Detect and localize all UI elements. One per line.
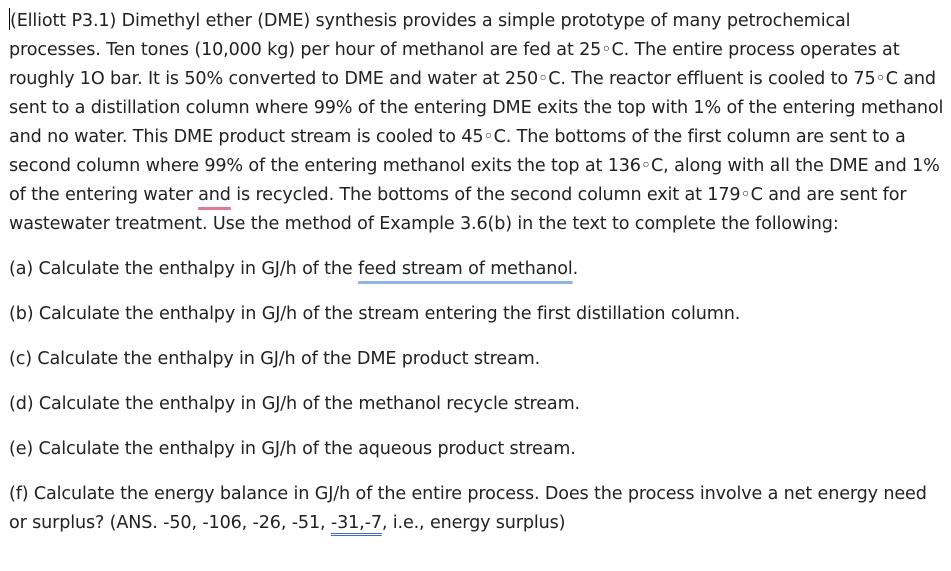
question-d: (d) Calculate the enthalpy in GJ/h of the methanol recycle stream. (9, 394, 580, 414)
question-e: (e) Calculate the enthalpy in GJ/h of the aqueous product stream. (9, 439, 576, 459)
question-c: (c) Calculate the enthalpy in GJ/h of the DME product stream. (9, 349, 541, 369)
question-a-text: (a) Calculate the enthalpy in GJ/h of the (9, 259, 359, 279)
text-cursor (9, 8, 10, 30)
problem-text-part2: is recycled. The bottoms of the second column exit at 179◦C and are sent for wastewater treatment. Use the method of Example 3.6(b) in the text to complete the following: (9, 185, 907, 234)
question-a (9, 255, 945, 284)
question-f (9, 480, 945, 538)
spacing-flag-answer[interactable]: -31,-7 (330, 513, 382, 533)
question-f-end: , i.e., energy surplus) (381, 513, 566, 533)
grammar-flag-and[interactable]: and (198, 185, 231, 205)
problem-statement: (Elliott P3.1) Dimethyl ether (DME) synthesis provides a simple prototype of many petrochemical processes. Ten tones (10,000 kg) per hour of methanol are fed at 25◦C. The entire process operates at roughly 1O bar. It is 50% converted to DME and water at 250◦C. The reactor effluent is cooled to 75◦C and sent to a distillation column where 99% of the entering DME exits the top with 1% of the entering methanol and no water. This DME product stream is cooled to 45◦C. The bottoms of the first column are sent to a second column where 99% of the entering methanol exits the top at 136◦C, along with all the DME and 1% of the entering water and is recycled. The bottoms of the second column exit at 179◦C and are sent for wastewater treatment. Use the method of Example 3.6(b) in the text to complete the following: (9, 7, 945, 239)
question-f-text: (f) Calculate the energy balance in GJ/h of the entire process. Does the process involve a net energy need or surplus? (ANS. -50, -106, -26, -51, (9, 484, 927, 533)
document-body (9, 7, 945, 538)
question-a-end: . (572, 259, 579, 279)
problem-text-part1: Elliott P3.1) Dimethyl ether (DME) synthesis provides a simple prototype of many petrochemical processes. Ten tones (10,000 kg) per hour of methanol are fed at 25◦C. The entire process operates at roughly 1O bar. It is 50% converted to DME and water at 250◦C. The reactor effluent is cooled to 75◦C and sent to a distillation column where 99% of the entering DME exits the top with 1% of the entering methanol and no water. This DME product stream is cooled to 45◦C. The bottoms of the first column are sent to a second column where 99% of the entering methanol exits the top at 136◦C, along with all the DME and 1% of the entering water (9, 11, 944, 205)
style-flag-feed-stream[interactable]: feed stream of methanol (358, 259, 573, 279)
question-b: (b) Calculate the enthalpy in GJ/h of the stream entering the first distillation column. (9, 304, 741, 324)
